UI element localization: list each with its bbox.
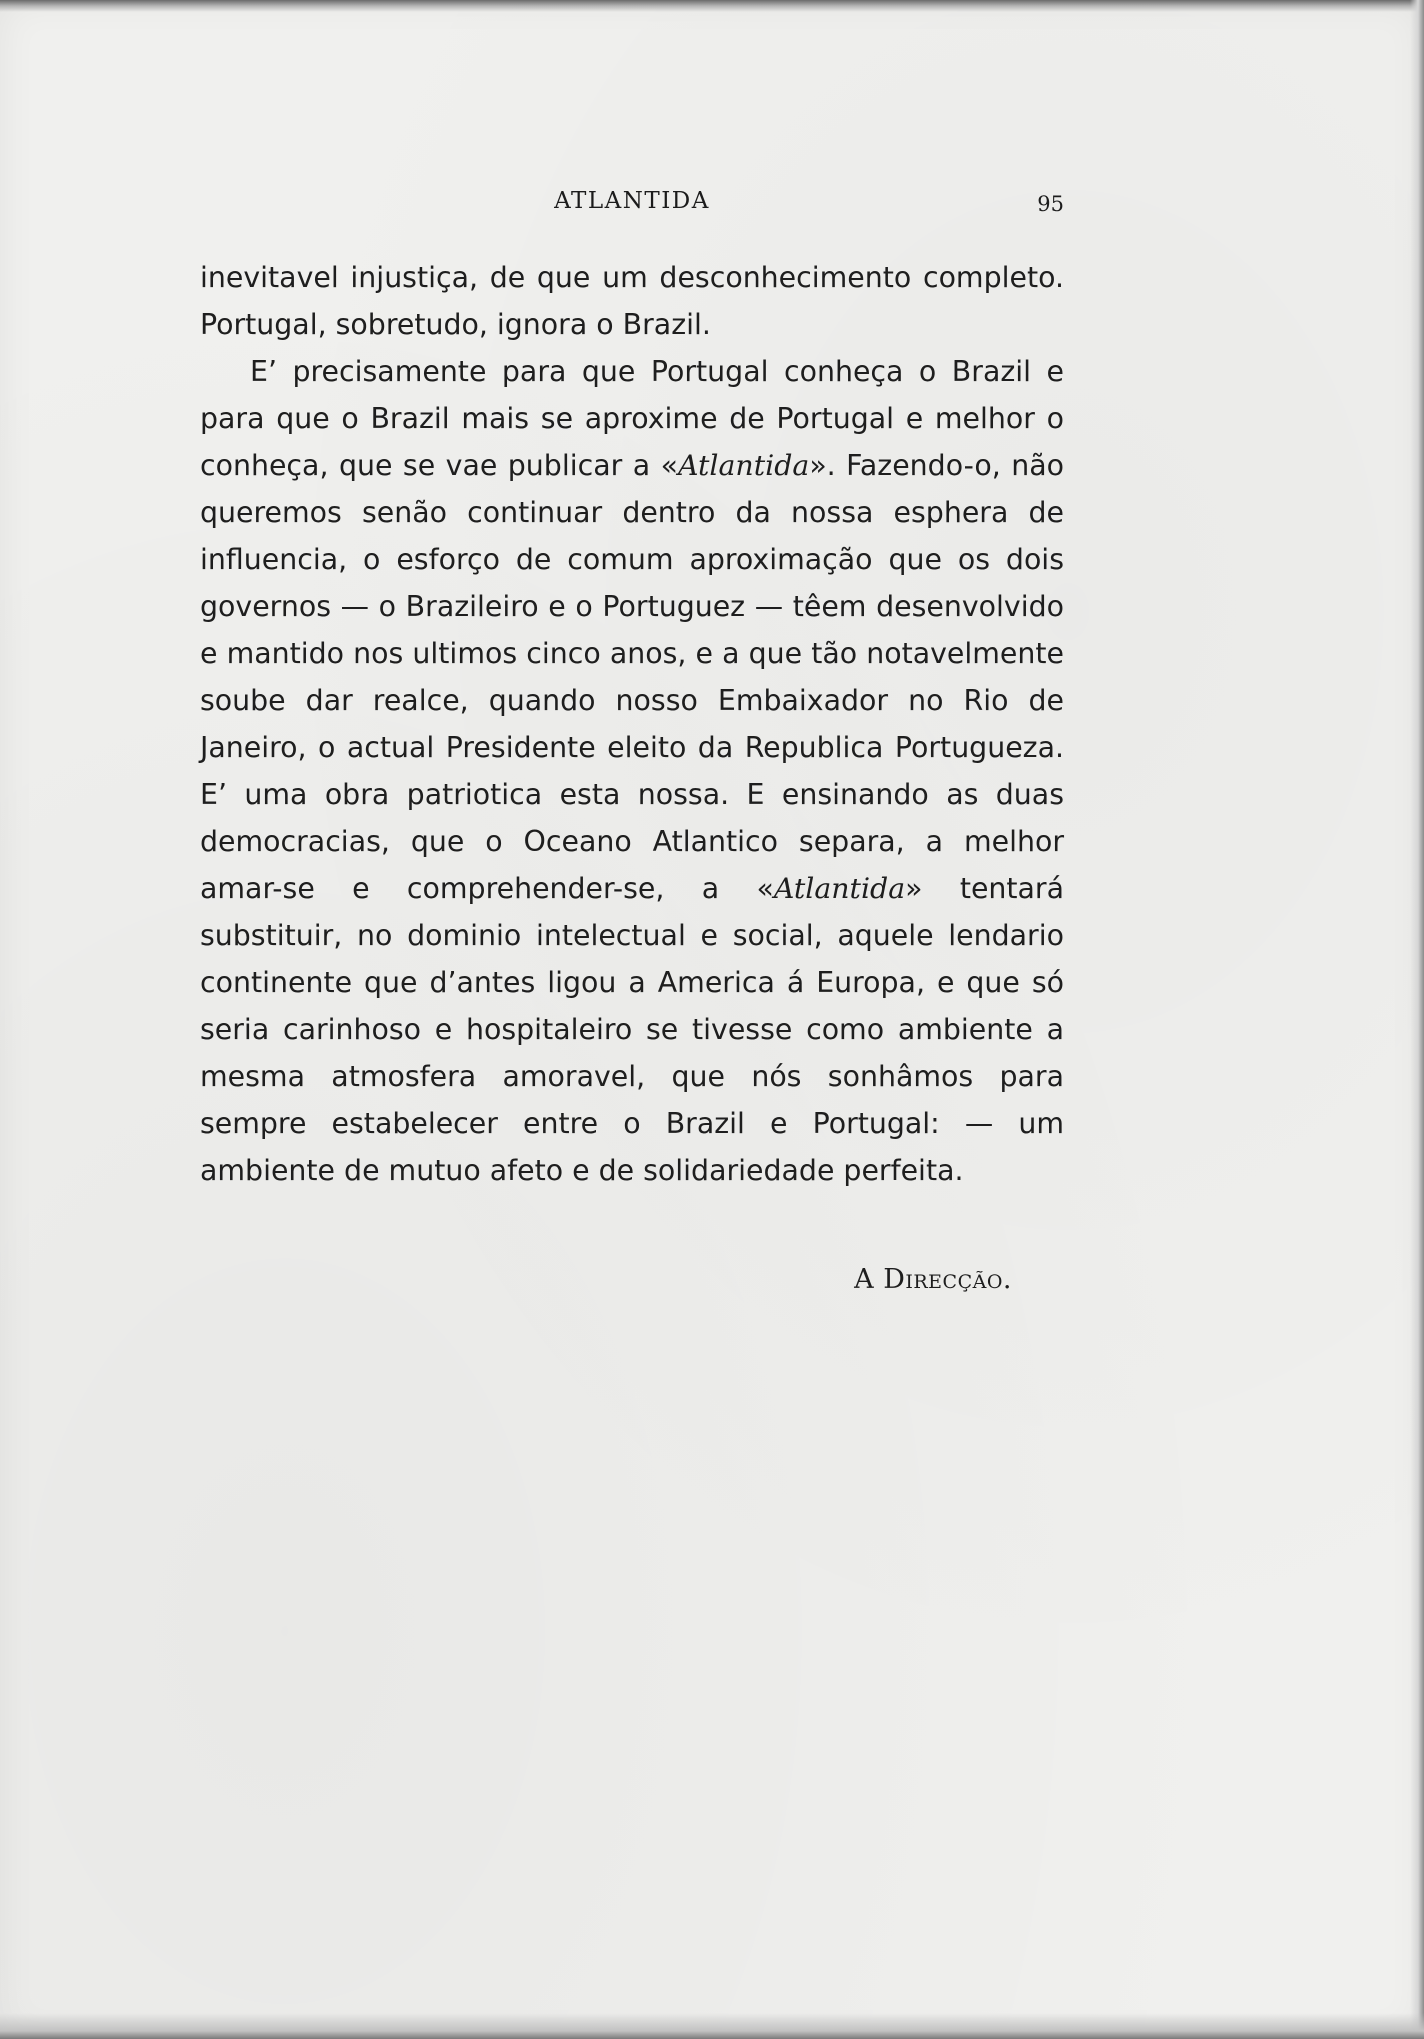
page-bottom-edge — [0, 2013, 1424, 2039]
paragraph-2-text-2: ». Fazendo-o, não queremos senão continuar dentro da nossa esphera de influencia, o esforço de comum aproximação que os dois governos — o Brazileiro e o Portuguez — têem desenvolvido e mantido nos ultimos cinco anos, e a que tão notavelmente soube dar realce, quando nosso Embaixador no Rio de Janeiro, o actual Presidente eleito da Republica Portugueza. E’ uma obra patriotica esta nossa. E ensinando as duas democracias, que o Oceano Atlantico separa, a melhor amar-se e comprehender-se, a « — [200, 449, 1064, 905]
paragraph-2-text-1: E’ precisamente para que Portugal conheça o Brazil e para que o Brazil mais se aproxime de Portugal e melhor o conheça, que se vae publicar a « — [200, 355, 1064, 482]
journal-title-italic-1: Atlantida — [678, 449, 810, 482]
journal-title-italic-2: Atlantida — [773, 872, 906, 905]
page-top-edge — [0, 0, 1424, 12]
body-text — [200, 254, 1064, 1194]
running-title: ATLANTIDA — [554, 188, 710, 214]
running-head — [200, 188, 1064, 224]
paragraph-1: inevitavel injustiça, de que um desconhecimento completo. Portugal, sobretudo, ignora o Brazil. — [200, 261, 1064, 341]
page-number: 95 — [1037, 192, 1064, 216]
page-right-edge — [1410, 0, 1424, 2039]
signature-text: A Direcção. — [854, 1264, 1012, 1295]
signature — [200, 1264, 1012, 1295]
paragraph-2-text-3: » tentará substituir, no dominio intelectual e social, aquele lendario continente que d’antes ligou a America á Europa, e que só seria carinhoso e hospitaleiro se tivesse como ambiente a mesma atmosfera amoravel, que nós sonhâmos para sempre estabelecer entre o Brazil e Portugal: — um ambiente de mutuo afeto e de solidariedade perfeita. — [200, 872, 1065, 1187]
paragraph-2 — [200, 348, 1064, 1194]
